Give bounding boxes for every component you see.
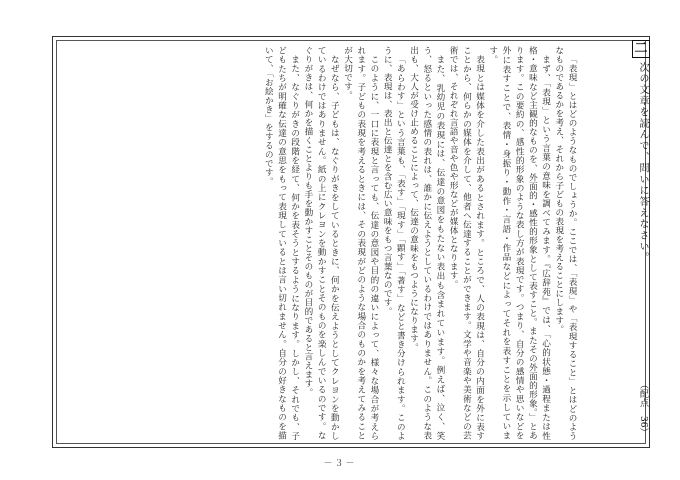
paragraph: このように、一口に表現と言っても、伝達の意図や目的の違いによって、様々な場合が考えられます。子どもの表現を考えるときには、その表現がどのような場合のものかを考えてみることが大切です。	[342, 46, 379, 440]
passage-body	[58, 46, 578, 440]
page-number: －３－	[323, 459, 357, 469]
question-number: 二	[632, 40, 650, 58]
paragraph: 「表現」とはどのようなものでしょうか。ここでは、「表現」や「表現すること」とはどのようなものであるかを考え、それから子どもの表現を考えることにします。	[553, 46, 577, 440]
paragraph: なぜなら、子どもは、なぐりがきをしているときに、何かを伝えようとしてクレヨンを動かしているわけではありません。紙の上にクレヨンを動かすことそのものを楽しんでいるのです。なぐりがきは、何かを描くことよりも手を動かすことそのものが目的であると言えます。	[302, 46, 340, 440]
paragraph: 表現とは媒体を介した表出があるとされます。ところで、人の表現は、自分の内面を外に表すことから、何らかの媒体を介して、他者へ伝達することができます。文学や音楽や美術などの芸術では、それぞれ言語や音や色や形などが媒体となります。	[448, 46, 485, 440]
paragraph: また、乳幼児の表現には、伝達の意図をもたない表出も含まれています。例えば、泣く、笑う、怒るといった感情の表れは、誰かに伝えようとしているわけではありません。このような表出も、大人が受け止めることによって、伝達の意味をもつようになります。	[408, 46, 445, 440]
paragraph: まず、「表現」という言葉の意味を調べてみます。『広辞苑』では、「心的状態・過程または性格・意味など主観的なものを、外面的・感性的形象として表すこと。またその外面的形象。」とあります。この要約の、感性的形象のような表し方が表現です。つまり、自分の感情や思いなどを外に表すことで、表情・身振り・動作・言語・作品などによってそれを表すことを示しています。	[487, 46, 551, 440]
paragraph: また、なぐりがきの段階を経て、何かを表そうとするようになります。しかし、それでも、子どもたちが明確な伝達の意思をもって表現しているとは言い切れません。自分の好きなものを描いて、「お絵かき」をするのです。	[263, 46, 300, 440]
question-points: （配点 36）	[638, 380, 648, 437]
question-instruction: 次の文章を読んで、問いに答えなさい。	[637, 62, 648, 264]
paragraph: 「あらわす」という言葉も、「表す」「現す」「顕す」「著す」などと書き分けられます。このように、表現は、表出と伝達とを含む広い意味をもつ言葉なのです。	[382, 46, 406, 440]
